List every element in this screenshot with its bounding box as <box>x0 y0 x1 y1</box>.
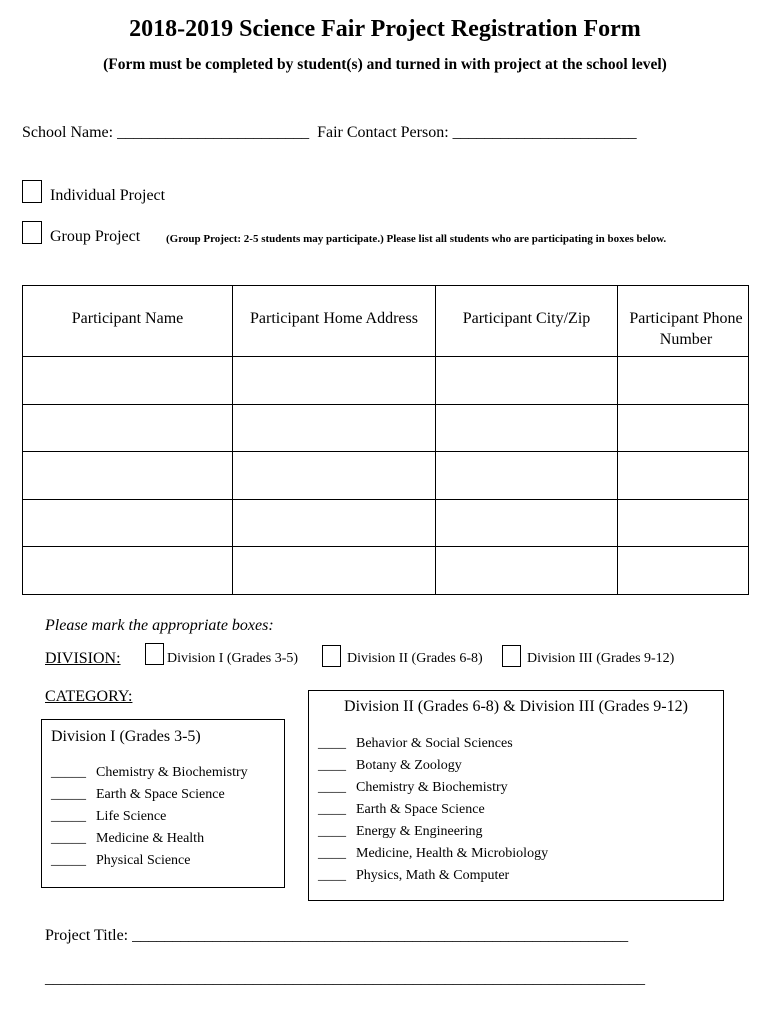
division-1-category-box <box>41 719 285 888</box>
table-cell[interactable] <box>23 404 233 452</box>
division-2-checkbox[interactable] <box>322 645 341 667</box>
category-label: Medicine & Health <box>96 831 205 846</box>
fair-contact-field[interactable]: _______________________ <box>452 124 637 141</box>
table-cell[interactable] <box>618 452 749 500</box>
list-item <box>318 802 485 818</box>
group-project-label: Group Project <box>50 228 141 245</box>
table-cell[interactable] <box>233 547 436 595</box>
category-blank[interactable]: ____ <box>318 824 346 839</box>
division-1-label: Division I (Grades 3-5) <box>167 651 299 666</box>
project-title-label: Project Title: <box>45 927 129 944</box>
category-label: Life Science <box>96 809 167 824</box>
division-1-box-heading: Division I (Grades 3-5) <box>51 728 201 745</box>
table-cell[interactable] <box>618 547 749 595</box>
list-item <box>318 846 548 862</box>
individual-project-label: Individual Project <box>50 187 166 204</box>
category-blank[interactable]: _____ <box>51 787 86 802</box>
header-home-address: Participant Home Address <box>233 286 436 357</box>
individual-project-checkbox[interactable] <box>22 180 42 203</box>
table-cell[interactable] <box>618 499 749 547</box>
table-cell[interactable] <box>436 499 618 547</box>
form-title: 2018-2019 Science Fair Project Registration Form <box>129 16 641 42</box>
table-cell[interactable] <box>436 357 618 405</box>
table-cell[interactable] <box>436 547 618 595</box>
category-label: Physical Science <box>96 853 191 868</box>
category-blank[interactable]: ____ <box>318 736 346 751</box>
division-2-label: Division II (Grades 6-8) <box>347 651 483 666</box>
category-blank[interactable]: _____ <box>51 809 86 824</box>
table-cell[interactable] <box>618 404 749 452</box>
list-item <box>318 824 483 840</box>
list-item <box>51 787 225 803</box>
table-cell[interactable] <box>23 452 233 500</box>
category-blank[interactable]: _____ <box>51 831 86 846</box>
table-cell[interactable] <box>23 357 233 405</box>
school-name-label: School Name: <box>22 124 114 141</box>
table-row <box>23 547 749 595</box>
table-row <box>23 357 749 405</box>
table-row <box>23 499 749 547</box>
group-project-checkbox[interactable] <box>22 221 42 244</box>
list-item <box>318 736 513 752</box>
category-blank[interactable]: ____ <box>318 868 346 883</box>
participants-table <box>22 285 749 595</box>
project-title-line <box>45 927 628 945</box>
category-label: Botany & Zoology <box>356 758 462 773</box>
form-subtitle: (Form must be completed by student(s) and turned in with project at the school level) <box>103 56 667 73</box>
table-cell[interactable] <box>23 499 233 547</box>
list-item <box>51 809 166 825</box>
table-row <box>23 404 749 452</box>
header-phone-number: Participant Phone Number <box>618 286 749 357</box>
list-item <box>318 780 508 796</box>
table-cell[interactable] <box>436 404 618 452</box>
table-cell[interactable] <box>436 452 618 500</box>
group-project-note: (Group Project: 2-5 students may participate.) Please list all students who are participating in boxes below. <box>166 233 667 245</box>
division-1-checkbox[interactable] <box>145 643 164 665</box>
category-label: Chemistry & Biochemistry <box>96 765 248 780</box>
list-item <box>51 765 248 781</box>
list-item <box>318 758 462 774</box>
category-blank[interactable]: ____ <box>318 780 346 795</box>
category-label: Chemistry & Biochemistry <box>356 780 508 795</box>
category-label: Earth & Space Science <box>96 787 225 802</box>
table-cell[interactable] <box>233 404 436 452</box>
list-item <box>318 868 509 884</box>
category-label: Behavior & Social Sciences <box>356 736 513 751</box>
project-title-field[interactable]: ______________________________________________________________ <box>132 927 629 944</box>
division-2-3-category-box <box>308 690 724 901</box>
school-name-line <box>22 124 637 142</box>
table-cell[interactable] <box>618 357 749 405</box>
table-cell[interactable] <box>23 547 233 595</box>
category-label: Physics, Math & Computer <box>356 868 510 883</box>
division-3-checkbox[interactable] <box>502 645 521 667</box>
category-label: CATEGORY: <box>45 688 133 705</box>
project-title-field-line-2[interactable]: ___________________________________________________________________________ <box>45 970 645 987</box>
table-cell[interactable] <box>233 357 436 405</box>
table-cell[interactable] <box>233 499 436 547</box>
table-row <box>23 452 749 500</box>
school-name-field[interactable]: ________________________ <box>117 124 310 141</box>
list-item <box>51 831 204 847</box>
division-2-3-box-heading: Division II (Grades 6-8) & Division III (Grades 9-12) <box>344 698 688 715</box>
category-blank[interactable]: ____ <box>318 758 346 773</box>
category-label: Medicine, Health & Microbiology <box>356 846 549 861</box>
fair-contact-label: Fair Contact Person: <box>317 124 449 141</box>
category-label: Earth & Space Science <box>356 802 485 817</box>
category-blank[interactable]: _____ <box>51 765 86 780</box>
category-blank[interactable]: ____ <box>318 802 346 817</box>
table-cell[interactable] <box>233 452 436 500</box>
mark-boxes-instruction: Please mark the appropriate boxes: <box>45 617 274 634</box>
header-participant-name: Participant Name <box>23 286 233 357</box>
category-blank[interactable]: ____ <box>318 846 346 861</box>
table-header-row <box>23 286 749 357</box>
list-item <box>51 853 190 869</box>
category-label: Energy & Engineering <box>356 824 483 839</box>
header-city-zip: Participant City/Zip <box>436 286 618 357</box>
division-label: DIVISION: <box>45 650 121 667</box>
category-blank[interactable]: _____ <box>51 853 86 868</box>
division-3-label: Division III (Grades 9-12) <box>527 651 675 666</box>
